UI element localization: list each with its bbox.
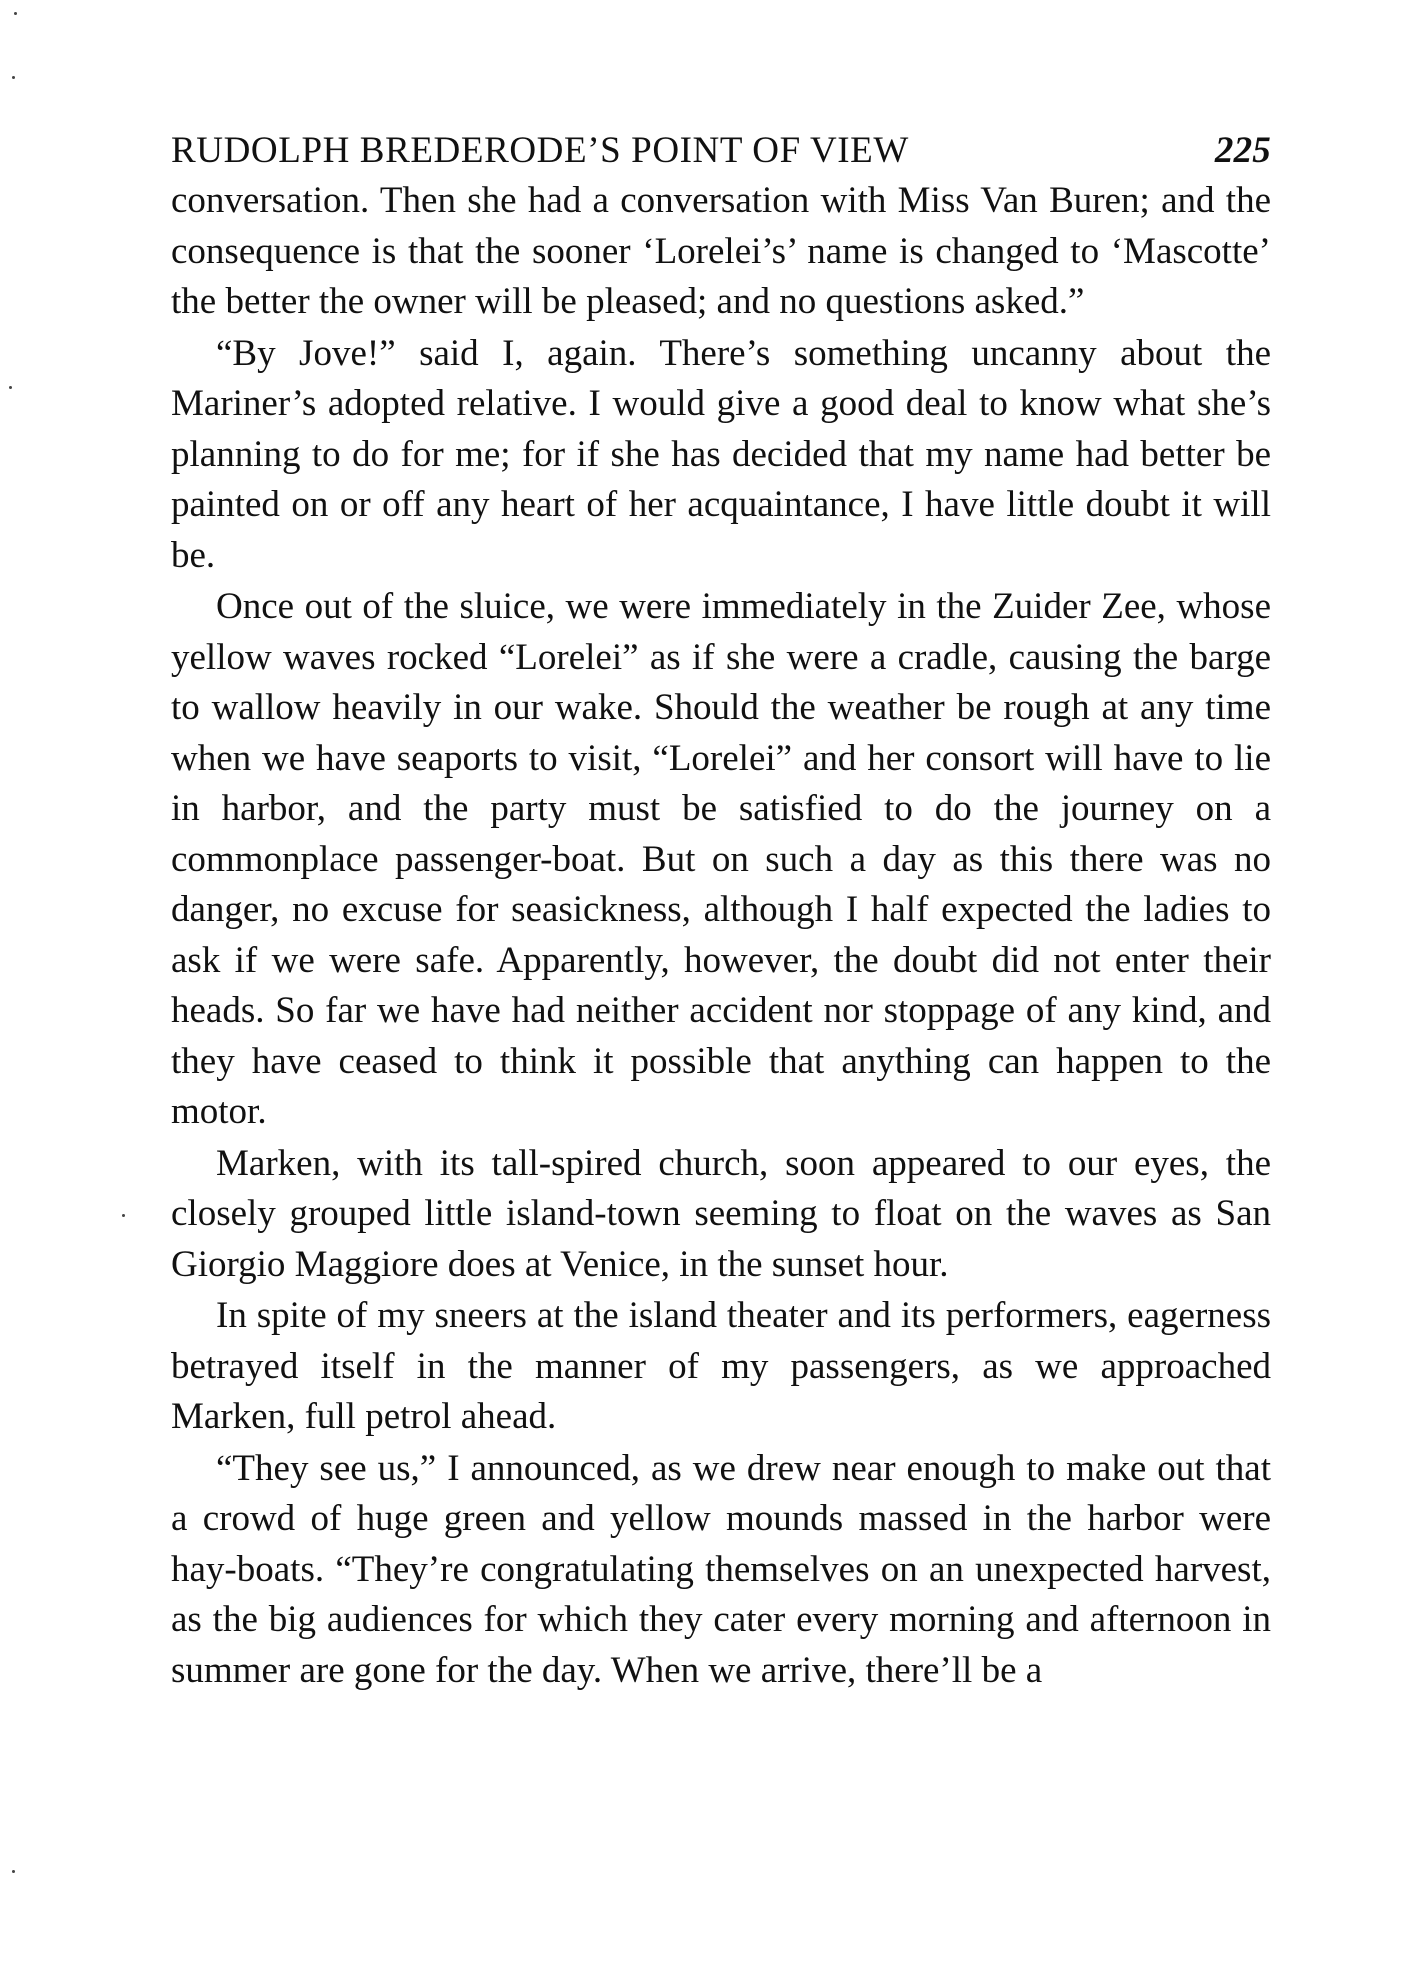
paragraph: In spite of my sneers at the island theater and its performers, eagerness betrayed itself in the manner of my passengers, as we approached Marken, full petrol ahead. xyxy=(171,1295,1271,1437)
paragraph: “They see us,” I announced, as we drew near enough to make out that a crowd of huge green and yellow mounds massed in the harbor were hay-boats. “They’re congratulating themselves on an unexpected harvest, as the big audiences for which they cater every morning and afternoon in summer are gone for the day. When we arrive, there’ll be a xyxy=(171,1447,1271,1691)
paragraph: Once out of the sluice, we were immediately in the Zuider Zee, whose yellow waves rocked “Lorelei” as if she were a cradle, causing the barge to wallow heavily in our wake. Should the weather be rough at any time when we have seaports to visit, “Lorelei” and her consort will have to lie in harbor, and the party must be satisfied to do the journey on a commonplace passenger-boat. But on such a day as this there was no danger, no excuse for seasickness, although I half expected the ladies to ask if we were safe. Apparently, however, the doubt did not enter their heads. So far we have had neither accident nor stoppage of any kind, and they have ceased to think it possible that anything can happen to the motor. xyxy=(171,586,1271,1132)
paragraph: Marken, with its tall-spired church, soon appeared to our eyes, the closely grouped little island-town seeming to float on the waves as San Giorgio Maggiore does at Venice, in the sunset hour. xyxy=(171,1142,1271,1285)
running-head xyxy=(171,126,1271,176)
body-text xyxy=(171,176,1271,1696)
paragraph: “By Jove!” said I, again. There’s something uncanny about the Mariner’s adopted relative. I would give a good deal to know what she’s planning to do for me; for if she has decided that my name had better be painted on or off any heart of her acquaintance, I have little doubt it will be. xyxy=(171,332,1271,576)
scan-speck xyxy=(12,76,15,79)
page-number: 225 xyxy=(1214,130,1271,171)
scan-speck xyxy=(9,386,12,389)
paragraph-continued: conversation. Then she had a conversation with Miss Van Buren; and the consequence is that the sooner ‘Lorelei’s’ name is changed to ‘Mascotte’ the better the owner will be pleased; and no questions asked.” xyxy=(171,180,1271,322)
scan-speck xyxy=(12,1870,15,1873)
running-title: RUDOLPH BREDERODE’S POINT OF VIEW xyxy=(171,130,909,171)
scan-speck xyxy=(122,1214,125,1217)
scan-speck xyxy=(14,12,17,15)
book-page xyxy=(171,126,1271,1696)
